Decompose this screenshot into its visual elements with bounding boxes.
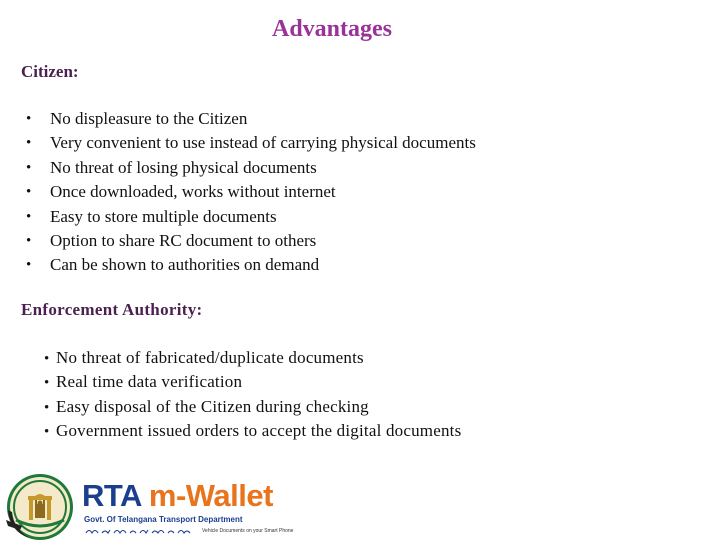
bullet-icon: • [26,111,32,127]
telangana-emblem-icon [2,470,78,540]
bullet-icon: • [26,184,32,201]
list-item-text: Can be shown to authorities on demand [50,255,320,275]
list-item-text: No threat of losing physical documents [50,157,317,177]
telugu-script-mark [84,527,196,536]
list-item-text: Easy disposal of the Citizen during checking [56,396,369,416]
list-item-text: No threat of fabricated/duplicate documents [56,348,364,367]
bullet-icon: • [26,135,32,152]
logo-brand-wallet: m-Wallet [148,478,273,513]
enforcement-heading: Enforcement Authority: [21,300,203,319]
slide-title: Advantages [271,16,392,42]
list-item-text: Very convenient to use instead of carrying physical documents [50,133,476,153]
list-item-text: Government issued orders to accept the digital documents [56,421,462,441]
bullet-icon: • [44,424,50,441]
bullet-icon: • [26,232,32,249]
bullet-icon: • [44,351,50,367]
list-item [44,395,461,419]
rta-mwallet-logo [2,470,302,540]
list-item-text: Real time data verification [56,372,243,392]
logo-tagline: Govt. Of Telangana Transport Department [84,515,243,524]
enforcement-advantages-list [44,346,461,444]
bullet-icon: • [26,208,32,225]
logo-brand-text [82,478,273,514]
bullet-icon: • [44,399,50,416]
bullet-icon: • [26,257,32,274]
list-item [44,346,461,370]
list-item-text: Option to share RC document to others [50,230,317,250]
logo-brand-rta: RTA [82,478,149,513]
list-item-text: No displeasure to the Citizen [50,109,248,128]
logo-slogan: Vehicle Documents on your Smart Phone [202,528,294,534]
bullet-icon: • [44,375,50,392]
list-item-text: Once downloaded, works without internet [50,182,336,202]
list-item [44,419,461,443]
citizen-heading: Citizen: [21,62,79,81]
list-item [44,370,461,394]
list-item-text: Easy to store multiple documents [50,206,277,226]
bullet-icon: • [26,159,32,176]
